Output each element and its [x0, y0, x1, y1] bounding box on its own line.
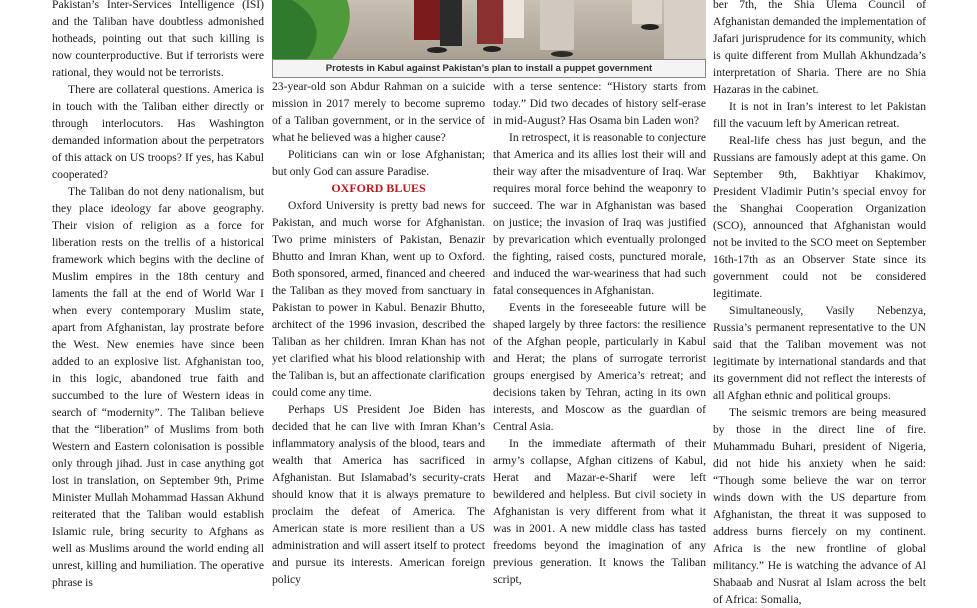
- section-heading: OXFORD BLUES: [331, 181, 426, 195]
- article-column-4: [713, 0, 926, 608]
- protest-photo: [272, 0, 706, 59]
- paragraph: There are collateral questions. America is in touch with the Taliban either directly or through interlocutors. Has Washington demanded information about the perpetrators of this attack on US troops? If yes, has Kabul cooperated?: [52, 83, 264, 181]
- paragraph: It is not in Iran’s interest to let Pakistan fill the vacuum left by American retreat.: [713, 100, 926, 130]
- article-column-3: [493, 78, 706, 588]
- paragraph: 23-year-old son Abdur Rahman on a suicide mission in 2017 merely to become supremo of a Taliban government, or in the service of what he believed was a higher cause?: [272, 80, 485, 144]
- paragraph: The seismic tremors are being measured by those in the direct line of fire. Muhammadu Buhari, president of Nigeria, did not hide his anxiety when he said: “Though some believe the war on terror winds down with the US departure from Afghanistan, the threat it was supposed to address burns fiercely on my continent. Africa is the new frontline of global militancy.” He is watching the advance of Al Shabaab and Nusrat al Islam across the belt of Africa: Somalia,: [713, 406, 926, 606]
- paragraph: with a terse sentence: “History starts from today.” Did two decades of history self-erase in mid-August? Has Osama bin Laden won?: [493, 80, 706, 127]
- paragraph: In retrospect, it is reasonable to conjecture that America and its allies lost their will and their way after the misadventure of Iraq. War requires moral force behind the weaponry to succeed. The war in Afghanistan was based on justice; the invasion of Iraq was justified by prevarication which eventually prolonged the fighting, raised costs, punctured morale, and induced the war-weariness that had such fatal consequences in Afghanistan.: [493, 131, 706, 297]
- article-column-2: [272, 78, 485, 588]
- paragraph: Real-life chess has just begun, and the Russians are famously adept at this game. On September 9th, Bakhtiyar Khakimov, President Vladimir Putin’s special envoy for the Shanghai Cooperation Organization (SCO), announced that Afghanistan would not be invited to the SCO meet on September 16th-17th as an Observer State since its government could not be considered legitimate.: [713, 134, 926, 300]
- paragraph: Politicians can win or lose Afghanistan; but only God can assure Paradise.: [272, 148, 485, 178]
- paragraph: Pakistan’s Inter-Services Intelligence (ISI) and the Taliban have doubtless admonished hotheads, pointing out that such killing is now counterproductive. But if terrorists were rational, they would not be terrorists.: [52, 0, 264, 79]
- paragraph: Simultaneously, Vasily Nebenzya, Russia’s permanent representative to the UN said that the Taliban movement was not legitimate by international standards and that its government did not reflect the interests of all Afghan ethnic and political groups.: [713, 304, 926, 402]
- article-column-1: [52, 0, 264, 591]
- protest-photo-illustration: [272, 0, 706, 59]
- photo-caption: Protests in Kabul against Pakistan’s plan to install a puppet government: [272, 59, 706, 78]
- paragraph: The Taliban do not deny nationalism, but they place ideology far above geography. Their vision of religion as a force for liberation rests on the trellis of a historical framework which begins with the decline of Muslim empires in the 18th century and laments the fall at the end of World War I when every contemporary Muslim state, apart from Afghanistan, lay prostrate before the West. New enemies have since been added to an explosive list. Afghanistan too, in this logic, abandoned true faith and succumbed to the lure of Western ideas in search of “modernity”. The Taliban believe that the “liberation” of Muslims from both Western and Eastern colonisation is possible only through jihad. Just in case anything got lost in translation, on September 9th, Prime Minister Mullah Mohammad Hassan Akhund reiterated that the Taliban would establish Islamic rule, bring security to Afghans as well as Muslims around the world ending all unrest, killing and humiliation. The operative phrase is: [52, 185, 264, 589]
- paragraph: Oxford University is pretty bad news for Pakistan, and much worse for Afghanistan. Two prime ministers of Pakistan, Benazir Bhutto and Imran Khan, went up to Oxford. Both sponsored, armed, financed and cheered the Taliban as they moved from sanctuary in Pakistan to power in Kabul. Benazir Bhutto, architect of the 1996 invasion, described the Taliban as her children. Imran Khan has not yet clarified what his blood relationship with the Taliban is, but an affectionate clarification could come any time.: [272, 199, 485, 399]
- paragraph: Events in the foreseeable future will be shaped largely by three factors: the resilience of the Afghan people, particularly in Kabul and Herat; the plans of surrogate terrorist groups energised by America’s retreat; and decisions taken by Tehran, acting in its own interests, and Moscow as the guardian of Central Asia.: [493, 301, 706, 433]
- paragraph: In the immediate aftermath of their army’s collapse, Afghan citizens of Kabul, Herat and Mazar-e-Sharif were left bewildered and helpless. But civil society in Afghanistan is very different from what it was in 2001. A new middle class has tasted freedoms beyond the imagination of any previous generation. It knows the Taliban script,: [493, 437, 706, 586]
- paragraph: ber 7th, the Shia Ulema Council of Afghanistan demanded the implementation of Jafari jurisprudence for its community, which is quite different from Mullah Akhundzada’s interpretation of Sharia. There are no Shia Hazaras in the cabinet.: [713, 0, 926, 96]
- paragraph: Perhaps US President Joe Biden has decided that he can live with Imran Khan’s inflammatory analysis of the blood, tears and wealth that America has sacrificed in Afghanistan. But Islamabad’s security-crats should know that it is always premature to proclaim the defeat of America. The American state is more resilient than a US administration and will assert itself to protect and pursue its interests. American foreign policy: [272, 403, 485, 586]
